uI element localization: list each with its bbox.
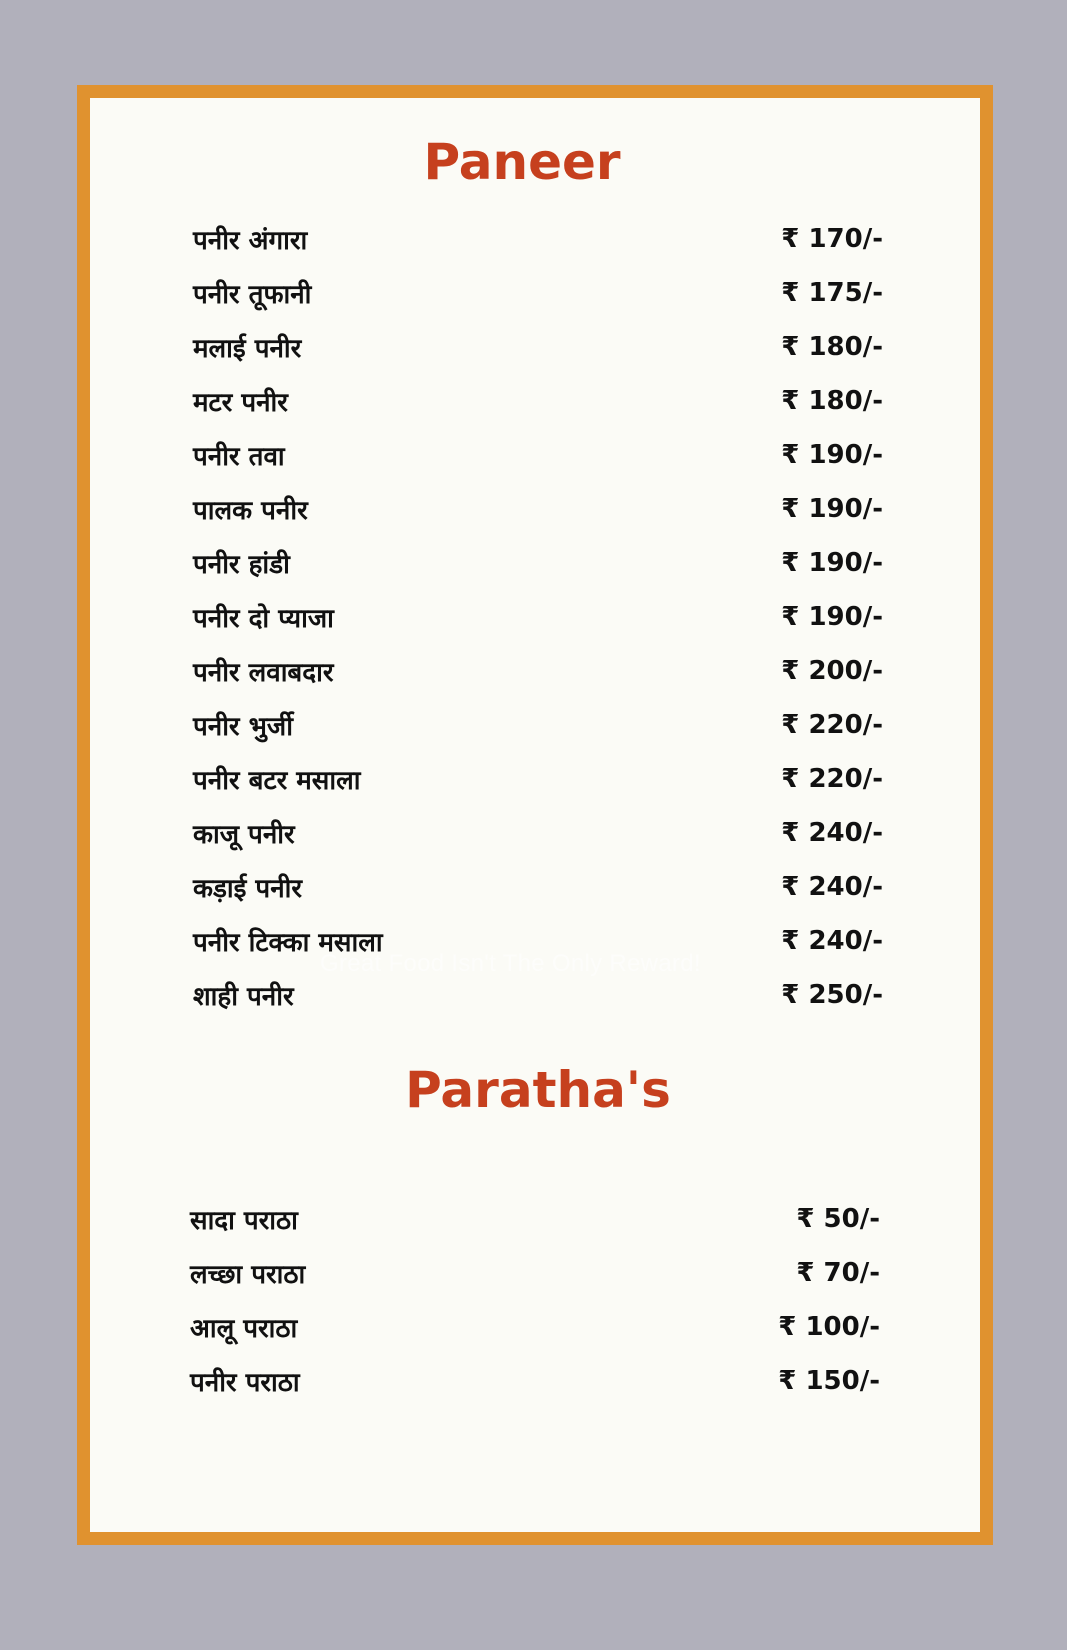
paneer-menu-list <box>193 212 883 1022</box>
menu-item <box>193 320 883 374</box>
menu-item-price: ₹ 150/- <box>778 1366 880 1396</box>
menu-item-price: ₹ 50/- <box>796 1204 880 1234</box>
menu-item <box>193 266 883 320</box>
menu-item-name: पनीर भुर्जी <box>193 712 293 742</box>
watermark-text: Great Food Isn't The Only Reward! <box>320 950 701 977</box>
menu-item <box>193 536 883 590</box>
paratha-menu-list <box>190 1192 880 1408</box>
menu-item-name: पनीर तूफानी <box>193 280 312 310</box>
menu-item-name: आलू पराठा <box>190 1314 298 1344</box>
menu-item-name: काजू पनीर <box>193 820 295 850</box>
menu-item <box>193 428 883 482</box>
menu-item-price: ₹ 220/- <box>781 764 883 794</box>
menu-item-name: लच्छा पराठा <box>190 1260 306 1290</box>
menu-item <box>193 860 883 914</box>
menu-item-price: ₹ 220/- <box>781 710 883 740</box>
menu-item-name: सादा पराठा <box>190 1206 298 1236</box>
menu-item-price: ₹ 240/- <box>781 872 883 902</box>
menu-item <box>193 644 883 698</box>
menu-item-name: पनीर बटर मसाला <box>193 766 361 796</box>
menu-item-name: पनीर अंगारा <box>193 226 308 256</box>
paneer-heading: Paneer <box>423 133 621 191</box>
menu-item <box>193 212 883 266</box>
menu-item-price: ₹ 175/- <box>781 278 883 308</box>
menu-item <box>190 1246 880 1300</box>
menu-item-price: ₹ 180/- <box>781 386 883 416</box>
menu-item-price: ₹ 100/- <box>778 1312 880 1342</box>
menu-item-price: ₹ 240/- <box>781 818 883 848</box>
paratha-heading: Paratha's <box>405 1061 671 1119</box>
menu-item <box>193 752 883 806</box>
menu-item-price: ₹ 170/- <box>781 224 883 254</box>
menu-item-name: पनीर दो प्याजा <box>193 604 334 634</box>
menu-item <box>193 374 883 428</box>
menu-item <box>193 590 883 644</box>
menu-item-price: ₹ 250/- <box>781 980 883 1010</box>
menu-item <box>190 1354 880 1408</box>
menu-item-price: ₹ 190/- <box>781 548 883 578</box>
menu-item-price: ₹ 190/- <box>781 440 883 470</box>
menu-item <box>193 482 883 536</box>
menu-item <box>193 806 883 860</box>
menu-item-price: ₹ 240/- <box>781 926 883 956</box>
menu-item-name: पनीर तवा <box>193 442 285 472</box>
menu-item-name: पनीर पराठा <box>190 1368 300 1398</box>
menu-item-price: ₹ 70/- <box>796 1258 880 1288</box>
menu-item-price: ₹ 200/- <box>781 656 883 686</box>
menu-item-price: ₹ 190/- <box>781 494 883 524</box>
menu-item-price: ₹ 180/- <box>781 332 883 362</box>
menu-item-price: ₹ 190/- <box>781 602 883 632</box>
menu-item-name: पनीर लवाबदार <box>193 658 334 688</box>
menu-item-name: पनीर हांडी <box>193 550 290 580</box>
menu-item-name: पनीर टिक्का मसाला <box>193 928 383 958</box>
menu-item-name: मटर पनीर <box>193 388 288 418</box>
menu-item-name: कड़ाई पनीर <box>193 874 302 904</box>
menu-item-name: पालक पनीर <box>193 496 308 526</box>
menu-item <box>190 1192 880 1246</box>
menu-item <box>190 1300 880 1354</box>
menu-item-name: शाही पनीर <box>193 982 294 1012</box>
menu-item-name: मलाई पनीर <box>193 334 302 364</box>
menu-item <box>193 698 883 752</box>
